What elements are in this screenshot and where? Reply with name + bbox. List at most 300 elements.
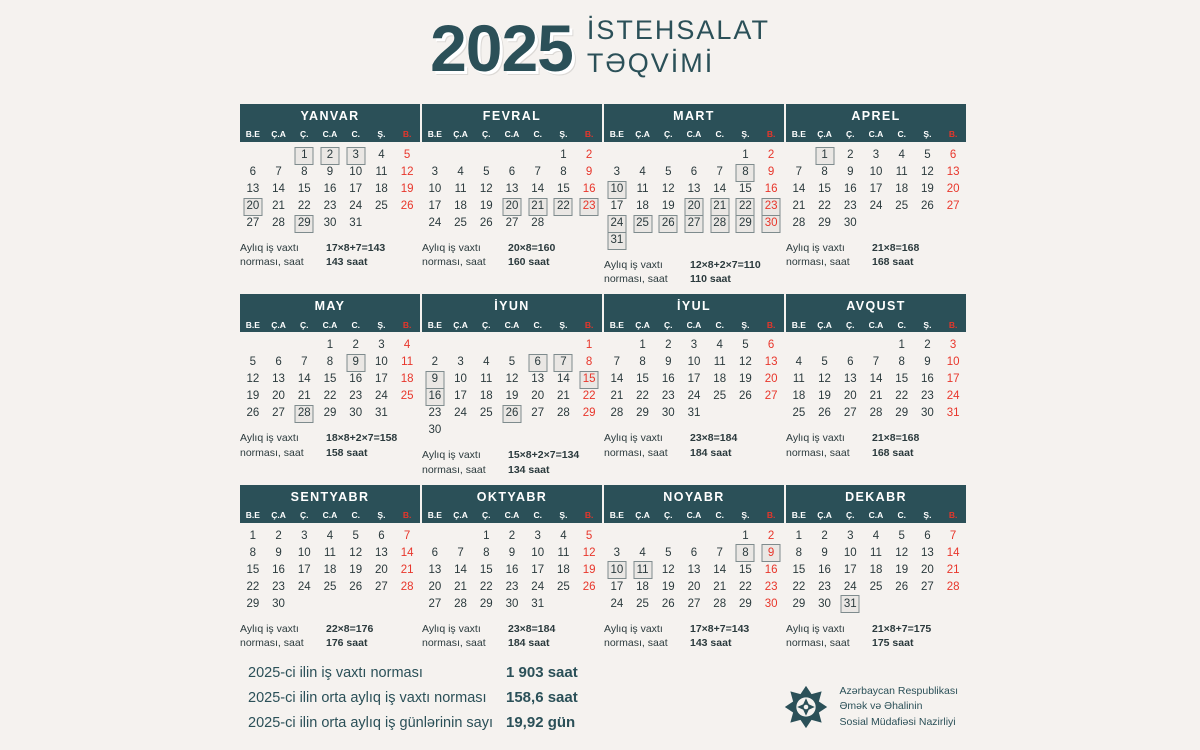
day-cell: 2 <box>431 356 439 369</box>
day-cell: 2 <box>352 339 359 352</box>
weekday-label: C. <box>351 319 360 330</box>
day-cell: 10 <box>531 546 545 559</box>
monthly-norm-label <box>604 431 690 459</box>
day-cell: 30 <box>661 407 675 420</box>
monthly-norm-label <box>604 258 690 286</box>
day-cell: 24 <box>610 597 624 610</box>
day-cell-empty <box>707 147 733 164</box>
day-cell: 28 <box>557 407 570 420</box>
day-cell: 24 <box>349 200 363 212</box>
day-cell: 18 <box>636 200 649 212</box>
day-cell: 5 <box>924 149 931 161</box>
weekday-label: Ç.A <box>453 509 468 520</box>
weekday-header <box>422 508 602 523</box>
weekday-label: Ş. <box>559 129 568 140</box>
weekday-label: Ç.A <box>453 319 468 330</box>
weekday-label: C.A <box>322 509 338 520</box>
day-cell: 24 <box>428 217 442 229</box>
day-cell: 2 <box>847 149 854 161</box>
day-cell-empty <box>266 337 292 354</box>
monthly-norm-label <box>422 622 508 650</box>
day-cell: 25 <box>895 200 909 212</box>
day-cell: 3 <box>613 546 621 559</box>
day-cell: 31 <box>837 596 863 613</box>
month-block <box>422 104 602 286</box>
weekday-label: B.E <box>791 129 806 140</box>
day-cell: 8 <box>733 545 759 562</box>
weekday-label: B. <box>948 129 958 140</box>
weekday-label: Ş. <box>923 319 932 330</box>
day-cell: 13 <box>921 546 934 559</box>
monthly-norm-formula: 21×8=168 <box>872 242 920 254</box>
monthly-norm-label-line-2: norması, saat <box>604 273 668 286</box>
day-cell: 5 <box>508 356 516 369</box>
weekday-label: C.A <box>322 129 338 140</box>
day-cell: 12 <box>921 166 934 178</box>
day-cell: 9 <box>821 546 828 559</box>
day-cell: 3 <box>872 149 880 161</box>
day-cell: 13 <box>428 563 442 576</box>
page-footer <box>248 664 958 739</box>
monthly-norm-hours: 158 saat <box>326 446 368 459</box>
monthly-norm-label-line-2: norması, saat <box>786 636 850 649</box>
days-grid <box>240 147 420 232</box>
day-cell-empty <box>812 337 838 354</box>
weekday-label: Ç.A <box>271 129 286 140</box>
day-cell: 29 <box>582 407 596 420</box>
day-cell: 9 <box>508 546 516 559</box>
weekday-label: B. <box>584 129 594 140</box>
day-cell-empty <box>630 528 656 545</box>
day-cell: 13 <box>505 183 519 195</box>
day-cell: 12 <box>895 546 909 559</box>
monthly-norm-label <box>240 622 326 650</box>
month-name: MART <box>604 104 784 127</box>
day-cell: 23 <box>661 390 675 403</box>
day-cell: 27 <box>272 407 285 420</box>
day-cell: 27 <box>843 407 857 420</box>
day-cell: 11 <box>375 166 388 178</box>
monthly-norm <box>604 622 784 650</box>
month-name: NOYABR <box>604 485 784 508</box>
day-cell: 1 <box>795 529 803 542</box>
day-cell: 10 <box>297 546 311 559</box>
weekday-label: Ç. <box>664 129 673 140</box>
weekday-label: C. <box>351 509 360 520</box>
day-cell: 19 <box>349 563 363 576</box>
weekday-label: B. <box>766 129 776 140</box>
day-cell: 22 <box>551 198 577 215</box>
day-cell: 2 <box>508 529 516 542</box>
day-cell: 19 <box>246 390 260 403</box>
day-cell: 25 <box>454 217 467 229</box>
day-cell: 4 <box>457 166 464 178</box>
day-cell: 24 <box>869 200 883 212</box>
day-cell: 6 <box>275 356 282 369</box>
monthly-norm <box>786 241 966 269</box>
day-cell-empty <box>786 147 812 164</box>
day-cell: 18 <box>895 183 909 195</box>
weekday-label: Ç. <box>664 509 673 520</box>
weekday-label: Ç. <box>846 319 855 330</box>
day-cell: 29 <box>895 407 909 420</box>
weekday-label: C.A <box>504 509 520 520</box>
monthly-norm-value <box>872 241 919 269</box>
day-cell: 11 <box>636 183 649 195</box>
weekday-header <box>422 317 602 332</box>
monthly-norm-hours: 134 saat <box>508 463 550 476</box>
month-block <box>604 104 784 286</box>
day-cell: 16 <box>272 563 285 576</box>
weekday-label: C. <box>715 509 724 520</box>
day-cell: 21 <box>707 198 733 215</box>
monthly-norm-label-line-1: Aylıq iş vaxtı <box>786 242 845 254</box>
day-cell: 14 <box>869 373 883 386</box>
day-cell: 7 <box>716 546 723 559</box>
day-cell: 20 <box>681 198 707 215</box>
weekday-label: B.E <box>609 319 624 330</box>
weekday-label: C.A <box>868 509 884 520</box>
day-cell: 31 <box>687 407 701 420</box>
days-grid <box>786 337 966 422</box>
day-cell: 21 <box>610 390 624 403</box>
day-cell: 15 <box>818 183 831 195</box>
day-cell: 12 <box>400 166 414 178</box>
day-cell: 20 <box>240 198 266 215</box>
day-cell: 4 <box>403 339 411 352</box>
day-cell: 11 <box>454 183 467 195</box>
monthly-norm-label <box>422 241 508 269</box>
monthly-norm <box>604 258 784 286</box>
day-cell: 6 <box>249 166 257 178</box>
day-cell: 2 <box>585 149 593 161</box>
day-cell: 5 <box>585 529 593 542</box>
day-cell: 13 <box>687 183 701 195</box>
monthly-norm-hours: 176 saat <box>326 636 368 649</box>
day-cell: 12 <box>661 563 675 576</box>
day-cell: 11 <box>792 373 805 386</box>
weekday-label: B. <box>402 319 412 330</box>
day-cell: 7 <box>716 166 723 178</box>
weekday-label: Ç.A <box>635 129 650 140</box>
weekday-label: Ç. <box>300 509 309 520</box>
day-cell: 15 <box>792 563 806 576</box>
day-cell: 8 <box>733 164 759 181</box>
weekday-label: B.E <box>427 319 442 330</box>
day-cell: 20 <box>272 390 285 403</box>
day-cell: 29 <box>818 217 831 229</box>
day-cell-empty <box>473 147 499 164</box>
month-block <box>786 294 966 476</box>
day-cell: 23 <box>428 407 442 420</box>
weekday-header <box>240 317 420 332</box>
day-cell: 2 <box>275 529 282 542</box>
monthly-norm-value <box>872 622 931 650</box>
day-cell-empty <box>473 337 499 354</box>
day-cell: 4 <box>898 149 905 161</box>
weekday-header <box>604 127 784 142</box>
day-cell: 6 <box>378 529 385 542</box>
day-cell: 6 <box>525 354 551 371</box>
weekday-label: C.A <box>504 319 520 330</box>
day-cell-empty <box>604 147 630 164</box>
monthly-norm-label-line-2: norması, saat <box>240 446 304 459</box>
ministry-emblem-icon <box>783 684 829 730</box>
day-cell: 21 <box>557 390 570 403</box>
day-cell: 17 <box>869 183 883 195</box>
day-cell: 7 <box>275 166 282 178</box>
day-cell: 15 <box>739 563 752 576</box>
day-cell: 6 <box>690 546 698 559</box>
day-cell: 25 <box>792 407 806 420</box>
weekday-label: B.E <box>245 129 260 140</box>
weekday-label: B.E <box>609 129 624 140</box>
weekday-label: B.E <box>427 129 442 140</box>
day-cell: 15 <box>479 563 493 576</box>
weekday-label: Ç. <box>300 129 309 140</box>
day-cell: 21 <box>454 580 467 593</box>
day-cell: 8 <box>249 546 257 559</box>
monthly-norm-formula: 21×8=168 <box>872 432 920 445</box>
day-cell: 27 <box>375 580 388 593</box>
day-cell: 24 <box>297 580 311 593</box>
monthly-norm-value <box>326 241 385 269</box>
monthly-norm-hours: 143 saat <box>690 636 732 649</box>
day-cell: 28 <box>610 407 624 420</box>
day-cell: 14 <box>610 373 624 386</box>
summary-value: 158,6 saat <box>506 689 578 706</box>
day-cell-empty <box>525 337 551 354</box>
day-cell: 28 <box>272 217 285 229</box>
day-cell: 8 <box>483 546 490 559</box>
month-block <box>786 485 966 650</box>
monthly-norm-label-line-2: norması, saat <box>786 256 850 269</box>
day-cell: 11 <box>713 356 726 369</box>
day-cell: 15 <box>636 373 649 386</box>
day-cell: 24 <box>843 580 857 593</box>
day-cell: 10 <box>687 356 701 369</box>
day-cell: 21 <box>272 200 285 212</box>
day-cell: 30 <box>758 215 784 232</box>
day-cell: 5 <box>483 166 490 178</box>
day-cell: 5 <box>742 339 749 352</box>
day-cell-empty <box>837 337 863 354</box>
monthly-norm-hours: 184 saat <box>508 636 550 649</box>
day-cell: 28 <box>707 215 733 232</box>
day-cell: 13 <box>272 373 285 386</box>
weekday-header <box>604 317 784 332</box>
day-cell: 9 <box>343 354 369 371</box>
monthly-norm-formula: 17×8+7=143 <box>690 622 750 635</box>
day-cell: 11 <box>480 373 493 386</box>
day-cell: 1 <box>742 149 749 161</box>
day-cell: 5 <box>352 529 359 542</box>
month-block <box>240 104 420 286</box>
day-cell: 9 <box>847 166 854 178</box>
days-grid <box>604 528 784 613</box>
weekday-label: C.A <box>686 319 702 330</box>
day-cell: 9 <box>275 546 282 559</box>
day-cell: 23 <box>272 580 285 593</box>
days-grid <box>786 147 966 232</box>
day-cell: 11 <box>557 546 570 559</box>
day-cell: 5 <box>665 166 672 178</box>
monthly-norm-value <box>690 258 761 286</box>
weekday-label: C.A <box>686 129 702 140</box>
day-cell: 25 <box>400 390 414 403</box>
day-cell: 25 <box>630 215 656 232</box>
day-cell: 15 <box>297 183 311 195</box>
summary-value: 19,92 gün <box>506 714 576 731</box>
day-cell: 20 <box>921 563 934 576</box>
day-cell: 3 <box>301 529 308 542</box>
day-cell: 2 <box>665 339 672 352</box>
day-cell: 10 <box>604 181 630 198</box>
weekday-label: Ç.A <box>271 319 286 330</box>
day-cell: 18 <box>557 563 570 576</box>
weekday-label: C. <box>715 319 724 330</box>
day-cell: 9 <box>585 166 593 178</box>
day-cell: 12 <box>818 373 831 386</box>
day-cell: 7 <box>301 356 308 369</box>
month-name: DEKABR <box>786 485 966 508</box>
day-cell: 19 <box>739 373 752 386</box>
day-cell: 19 <box>505 390 519 403</box>
day-cell: 13 <box>687 563 701 576</box>
monthly-norm-label-line-1: Aylıq iş vaxtı <box>240 242 299 254</box>
day-cell: 22 <box>246 580 260 593</box>
day-cell: 5 <box>403 149 411 161</box>
day-cell: 22 <box>733 198 759 215</box>
day-cell: 1 <box>742 529 749 542</box>
day-cell: 27 <box>531 407 545 420</box>
day-cell: 2 <box>767 529 775 542</box>
day-cell: 3 <box>343 147 369 164</box>
day-cell-empty <box>422 147 448 164</box>
day-cell: 23 <box>843 200 857 212</box>
day-cell: 17 <box>297 563 311 576</box>
day-cell: 17 <box>428 200 442 212</box>
monthly-norm-value <box>872 431 919 459</box>
day-cell: 16 <box>764 563 778 576</box>
day-cell: 28 <box>946 580 960 593</box>
ministry-line-3: Sosial Müdafiəsi Nazirliyi <box>839 715 956 728</box>
day-cell: 1 <box>585 339 593 352</box>
monthly-norm-hours: 175 saat <box>872 636 914 649</box>
day-cell: 25 <box>713 390 727 403</box>
day-cell: 27 <box>428 597 442 610</box>
day-cell: 18 <box>479 390 493 403</box>
weekday-label: Ş. <box>741 129 750 140</box>
weekday-label: C. <box>897 319 906 330</box>
day-cell: 6 <box>431 546 439 559</box>
month-name: SENTYABR <box>240 485 420 508</box>
weekday-label: B. <box>584 509 594 520</box>
monthly-norm-formula: 21×8+7=175 <box>872 622 932 635</box>
days-grid <box>604 147 784 249</box>
weekday-header <box>786 508 966 523</box>
day-cell: 15 <box>246 563 260 576</box>
day-cell: 8 <box>821 166 828 178</box>
day-cell: 9 <box>924 356 931 369</box>
day-cell: 20 <box>764 373 778 386</box>
day-cell: 23 <box>921 390 934 403</box>
day-cell: 17 <box>843 563 857 576</box>
day-cell: 5 <box>898 529 905 542</box>
day-cell: 23 <box>349 390 363 403</box>
day-cell: 18 <box>636 580 649 593</box>
monthly-norm-label <box>604 622 690 650</box>
monthly-norm-formula: 15×8+2×7=134 <box>508 449 580 462</box>
day-cell: 6 <box>949 149 957 161</box>
monthly-norm-formula: 23×8=184 <box>508 622 556 635</box>
ministry-name <box>840 684 958 730</box>
day-cell: 27 <box>921 580 934 593</box>
day-cell: 28 <box>713 597 727 610</box>
day-cell: 18 <box>869 563 883 576</box>
day-cell: 20 <box>428 580 442 593</box>
weekday-label: Ç.A <box>635 509 650 520</box>
day-cell: 2 <box>821 529 828 542</box>
day-cell: 26 <box>499 405 525 422</box>
weekday-label: C. <box>533 319 542 330</box>
day-cell-empty <box>291 337 317 354</box>
day-cell-empty <box>551 337 577 354</box>
day-cell: 15 <box>895 373 909 386</box>
day-cell: 22 <box>792 580 806 593</box>
monthly-norm <box>422 448 602 476</box>
monthly-norm-label-line-2: norması, saat <box>240 256 304 269</box>
day-cell: 17 <box>531 563 545 576</box>
day-cell: 1 <box>483 529 490 542</box>
weekday-label: Ç.A <box>271 509 286 520</box>
day-cell: 3 <box>457 356 464 369</box>
day-cell: 27 <box>505 217 519 229</box>
day-cell: 3 <box>690 339 698 352</box>
day-cell: 5 <box>249 356 257 369</box>
day-cell: 17 <box>349 183 363 195</box>
weekday-label: Ç.A <box>817 129 832 140</box>
day-cell: 28 <box>291 405 317 422</box>
monthly-norm-value <box>690 431 737 459</box>
weekday-label: Ç.A <box>817 319 832 330</box>
monthly-norm-formula: 17×8+7=143 <box>326 242 386 254</box>
weekday-label: C.A <box>868 129 884 140</box>
monthly-norm-label-line-1: Aylıq iş vaxtı <box>604 259 663 271</box>
day-cell: 3 <box>613 166 621 178</box>
day-cell: 8 <box>301 166 308 178</box>
day-cell: 1 <box>326 339 334 352</box>
day-cell: 21 <box>525 198 551 215</box>
day-cell: 26 <box>818 407 831 420</box>
day-cell: 11 <box>630 562 656 579</box>
day-cell-empty <box>448 337 474 354</box>
monthly-norm-label-line-1: Aylıq iş vaxtı <box>604 432 663 445</box>
day-cell: 18 <box>400 373 414 386</box>
day-cell: 3 <box>378 339 385 352</box>
day-cell: 22 <box>895 390 909 403</box>
monthly-norm-hours: 160 saat <box>508 256 550 269</box>
monthly-norm-label-line-2: norması, saat <box>422 256 486 269</box>
day-cell: 2 <box>767 149 775 161</box>
month-block <box>422 485 602 650</box>
day-cell: 9 <box>767 166 775 178</box>
day-cell: 25 <box>479 407 493 420</box>
weekday-label: Ş. <box>377 509 386 520</box>
month-name: MAY <box>240 294 420 317</box>
monthly-norm-label-line-2: norması, saat <box>422 636 486 649</box>
day-cell: 16 <box>843 183 857 195</box>
